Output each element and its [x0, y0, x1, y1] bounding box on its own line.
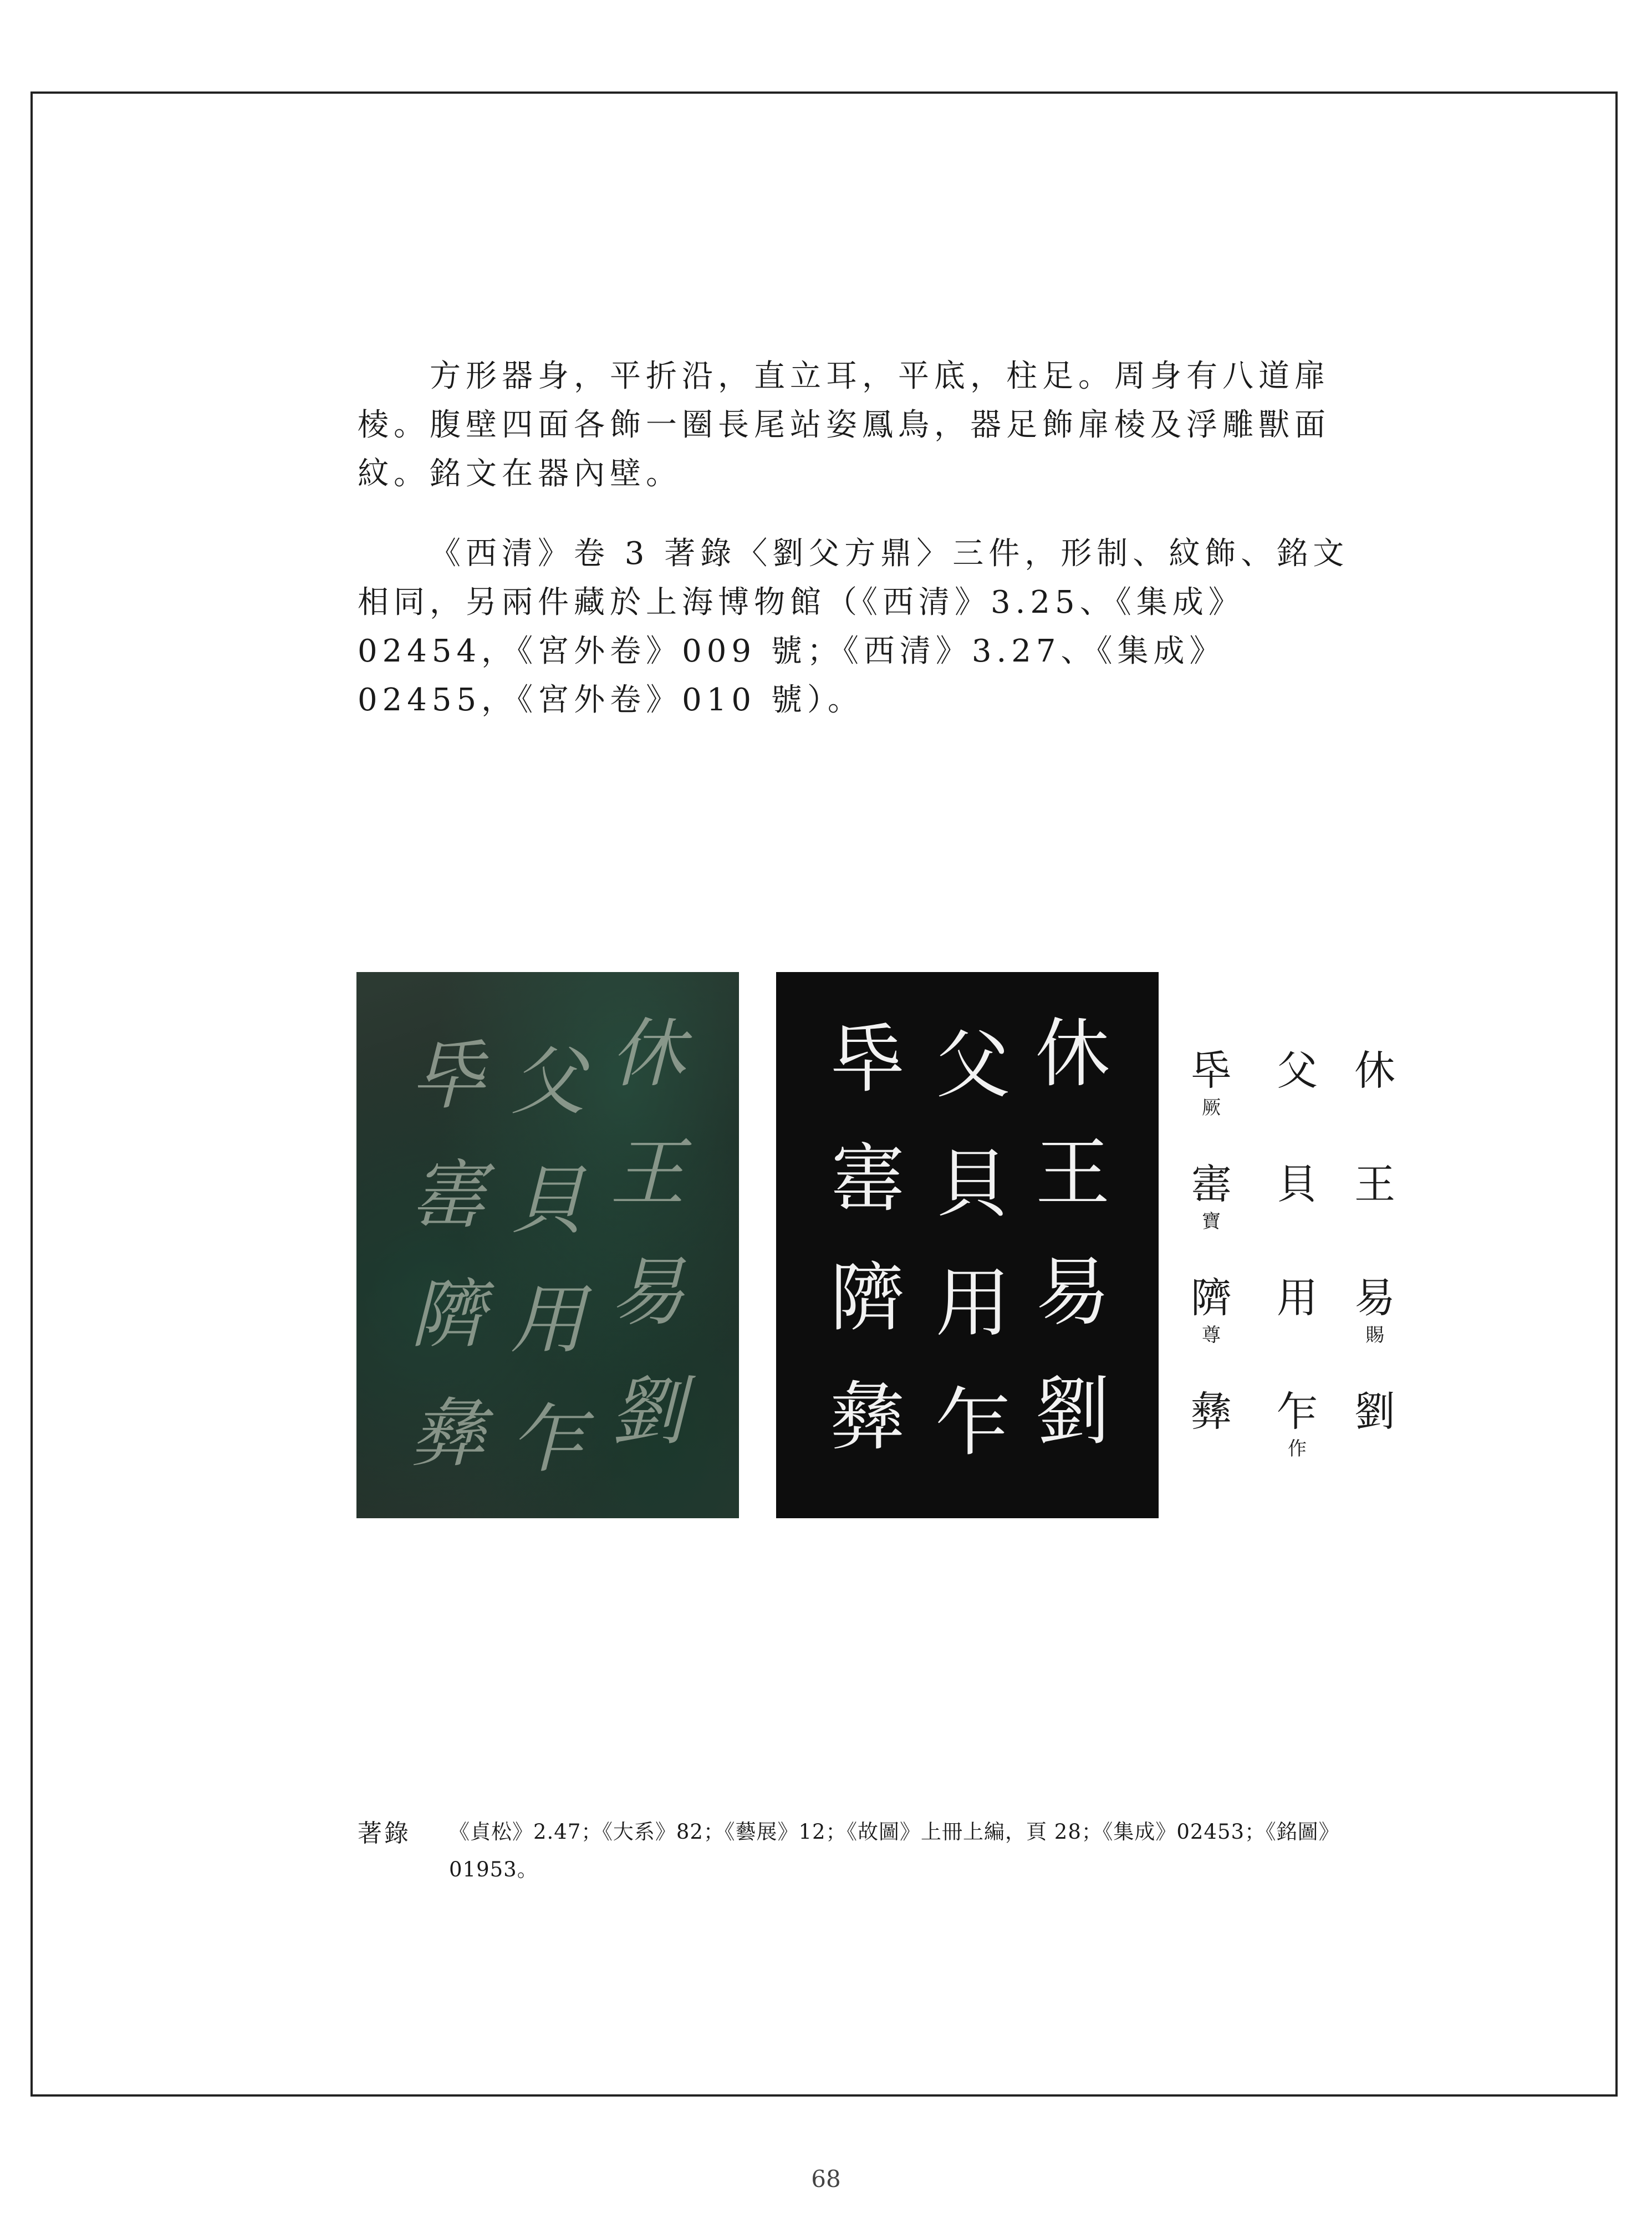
transcription-char: 隮: [1191, 1274, 1232, 1322]
inscription-glyph: 用: [510, 1276, 585, 1364]
description-paragraph-1: [358, 352, 1378, 498]
inscription-glyph: 隮: [410, 1271, 486, 1358]
inscription-column-3: [406, 1027, 490, 1482]
transcription-char: 氒: [1191, 1047, 1232, 1095]
inscription-glyph: 氒: [410, 1032, 486, 1120]
inscription-photo: [356, 972, 739, 1518]
transcription-cell: [1354, 1386, 1395, 1500]
description-paragraph-2: [358, 530, 1378, 725]
transcription-cell: [1191, 1386, 1232, 1500]
transcription-cell: [1354, 1159, 1395, 1273]
transcription-char: 貝: [1277, 1161, 1318, 1208]
transcription-cell: [1277, 1386, 1318, 1500]
transcription-column-3: [1170, 1045, 1253, 1500]
inscription-glyph: 寚: [410, 1152, 486, 1239]
paragraph-text: 《西清》卷 3 著錄〈劉父方鼎〉三件，形制、紋飾、銘文相同，另兩件藏於上海博物館（《西清》3.25、《集成》02454，《宮外卷》009 號；《西清》3.27、《集成》02455，《宮外卷》010 號）。: [358, 536, 1349, 718]
rubbing-glyph: 隮: [830, 1254, 905, 1341]
rubbing-glyph: 貝: [935, 1141, 1011, 1228]
inscription-glyph: 易: [610, 1249, 685, 1336]
rubbing-glyph: 寚: [830, 1135, 905, 1222]
transcription-cell: [1354, 1273, 1395, 1386]
transcription-cell: [1277, 1045, 1318, 1159]
transcription-cell: [1277, 1273, 1318, 1386]
rubbing-glyph: 休: [1035, 1010, 1110, 1097]
inscription-glyph: 貝: [510, 1157, 585, 1244]
rubbing-column-2: [931, 1016, 1014, 1471]
inscription-column-2: [506, 1033, 589, 1488]
transcription-char: 休: [1354, 1047, 1395, 1095]
rubbing-glyph: 王: [1035, 1130, 1110, 1217]
transcription-cell: [1191, 1159, 1232, 1273]
page-number: 68: [811, 2165, 841, 2193]
rubbing-glyph: 易: [1035, 1249, 1110, 1336]
rubbing-glyph: 用: [935, 1260, 1011, 1347]
rubbing-glyph: 劉: [1035, 1368, 1110, 1455]
rubbing-column-3: [826, 1011, 909, 1466]
bibliography-text: 《貞松》2.47；《大系》82；《藝展》12；《故圖》上冊上編，頁 28；《集成》02453；《銘圖》01953。: [449, 1820, 1340, 1881]
paragraph-text: 方形器身，平折沿，直立耳，平底，柱足。周身有八道扉棱。腹壁四面各飾一圈長尾站姿鳳鳥，器足飾扉棱及浮雕獸面紋。銘文在器內壁。: [358, 358, 1330, 492]
inscription-glyph: 父: [510, 1038, 585, 1125]
transcription-cell: [1354, 1045, 1395, 1159]
transcription-char: 王: [1354, 1161, 1395, 1208]
rubbing-glyph: 乍: [935, 1379, 1011, 1466]
rubbing-glyph: 氒: [830, 1016, 905, 1103]
transcription-char: 父: [1277, 1047, 1318, 1095]
transcription-cell: [1277, 1159, 1318, 1273]
transcription-char: 寚: [1191, 1161, 1232, 1208]
inscription-glyph: 彝: [410, 1390, 486, 1477]
transcription-column-1: [1333, 1045, 1416, 1500]
transcription-char: 用: [1277, 1274, 1318, 1322]
transcription-column-2: [1256, 1045, 1339, 1500]
inscription-column-1: [606, 1005, 689, 1460]
transcription-cell: [1191, 1273, 1232, 1386]
transcription-char: 易: [1354, 1274, 1395, 1322]
transcription-gloss: 寶: [1202, 1210, 1221, 1233]
inscription-glyph: 劉: [610, 1368, 685, 1455]
inscription-glyph: 休: [610, 1010, 685, 1097]
transcription-gloss: 厥: [1202, 1097, 1221, 1119]
transcription-gloss: 作: [1288, 1438, 1307, 1460]
inscription-rubbing: [776, 972, 1159, 1518]
rubbing-column-1: [1031, 1005, 1114, 1460]
rubbing-glyph: 彝: [830, 1374, 905, 1461]
inscription-glyph: 王: [610, 1130, 685, 1217]
transcription-char: 乍: [1277, 1388, 1318, 1436]
transcription-cell: [1191, 1045, 1232, 1159]
transcription-gloss: 尊: [1202, 1324, 1221, 1346]
bibliography-label: 著錄: [358, 1819, 411, 1848]
inscription-glyph: 乍: [510, 1396, 585, 1483]
rubbing-glyph: 父: [935, 1021, 1011, 1108]
transcription-char: 劉: [1354, 1388, 1395, 1436]
transcription-gloss: 賜: [1365, 1324, 1384, 1346]
transcription-char: 彝: [1191, 1388, 1232, 1436]
